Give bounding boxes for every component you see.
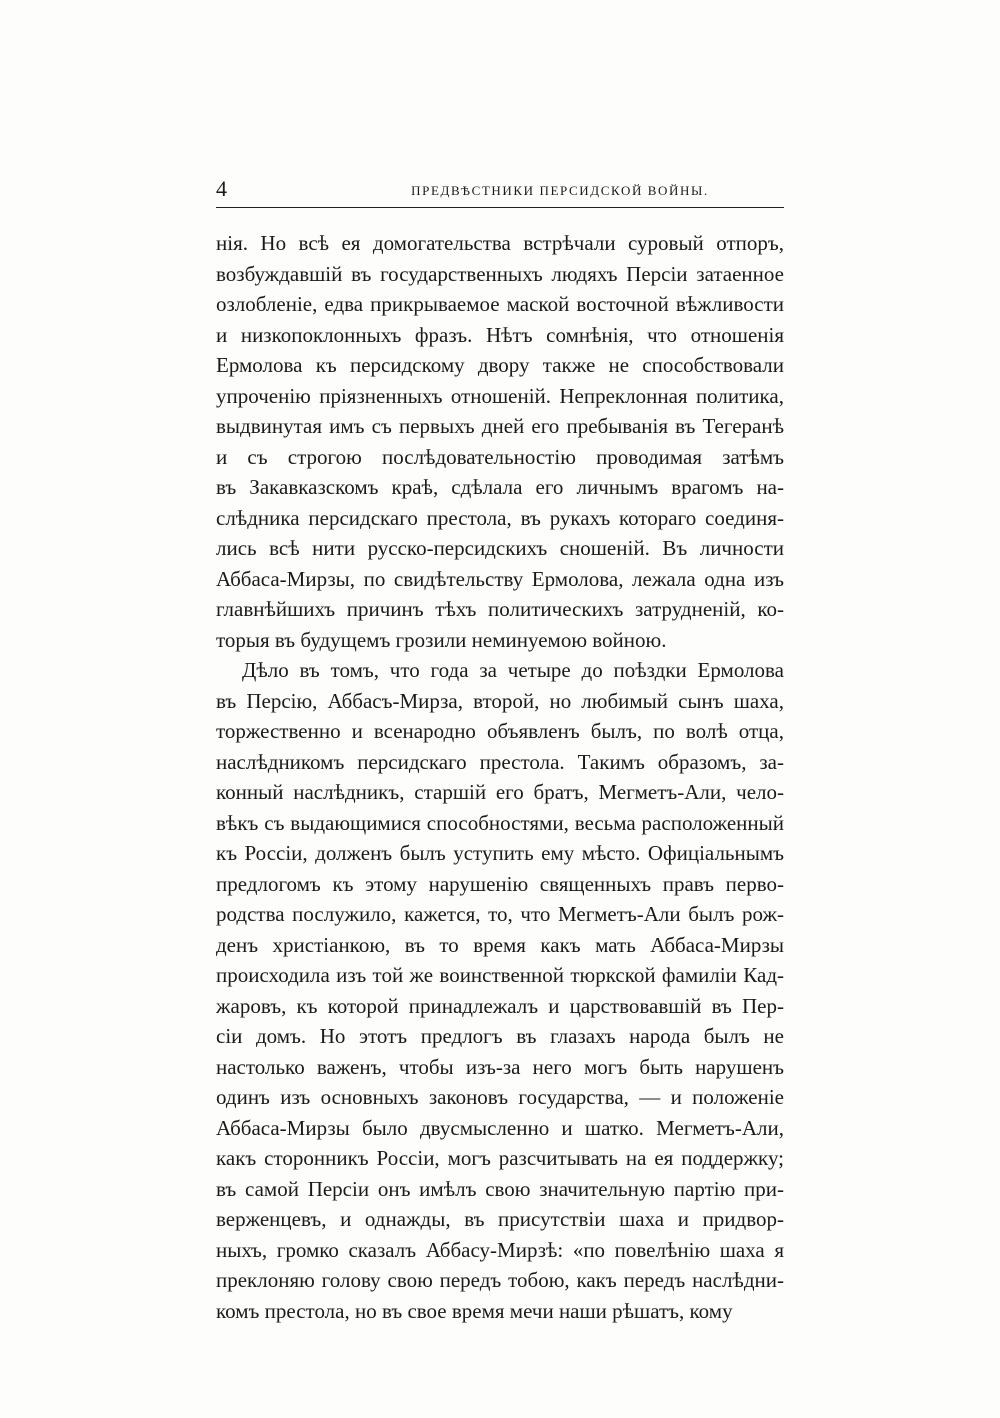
page-number: 4 [216,176,227,201]
text-line: Ермолова къ персидскому двору также не способствовали [216,353,784,377]
text-line: и низкопоклонныхъ фразъ. Нѣтъ сомнѣнія, что отношенія [216,322,784,347]
text-line: одинъ изъ основныхъ законовъ государства, — и положеніе [216,1085,784,1109]
page-header [216,176,784,206]
text-line: наслѣдникомъ персидскаго престола. Такимъ образомъ, за- [216,749,784,774]
text-line: и съ строгою послѣдовательностію проводимая затѣмъ [216,444,784,469]
text-line: торжественно и всенародно объявленъ былъ, по волѣ отца, [216,719,784,743]
text-line: главнѣйшихъ причинъ тѣхъ политическихъ затрудненій, ко- [216,597,784,621]
text-line: происходила изъ той же воинственной тюркской фамиліи Кад- [216,963,784,987]
paragraph [216,228,784,655]
body-text [216,228,784,1326]
text-line: озлобленіе, едва прикрываемое маской восточной вѣжливости [216,292,784,316]
text-line: нія. Но всѣ ея домогательства встрѣчали суровый отпоръ, [216,231,784,255]
text-line: конный наслѣдникъ, старшій его братъ, Мегметъ-Али, чело- [216,780,784,804]
text-line: сіи домъ. Но этотъ предлогъ въ глазахъ народа былъ не [216,1024,784,1048]
text-line: къ Россіи, долженъ былъ уступить ему мѣсто. Офиціальнымъ [216,841,784,865]
text-line: въ Закавказскомъ краѣ, сдѣлала его личнымъ врагомъ на- [216,475,784,499]
text-line: жаровъ, къ которой принадлежалъ и царствовавшій въ Пер- [216,993,784,1018]
text-line: торыя въ будущемъ грозили неминуемою войною. [216,627,667,652]
header-rule [216,207,784,208]
text-line: возбуждавшій въ государственныхъ людяхъ Персіи затаенное [216,261,784,286]
text-line: предлогомъ къ этому нарушенію священныхъ правъ перво- [216,871,784,896]
text-line: ныхъ, громко сказалъ Аббасу-Мирзѣ: «по повелѣнію шаха я [216,1237,784,1262]
text-line: денъ христіанкою, въ то время какъ мать Аббаса-Мирзы [216,932,784,957]
text-line: родства послужило, кажется, то, что Мегметъ-Али былъ рож- [216,902,784,926]
paragraph [216,655,784,1326]
text-line: настолько важенъ, чтобы изъ-за него могъ быть нарушенъ [216,1054,784,1079]
text-line: выдвинутая имъ съ первыхъ дней его пребыванія въ Тегеранѣ [216,414,784,438]
running-title: ПРЕДВѢСТНИКИ ПЕРСИДСКОЙ ВОЙНЫ. [411,183,709,198]
text-line: какъ сторонникъ Россіи, могъ разсчитывать на ея поддержку; [216,1146,784,1170]
text-line: Аббаса-Мирзы было двусмысленно и шатко. Мегметъ-Али, [216,1115,784,1140]
text-line: верженцевъ, и однажды, въ присутствіи шаха и придвор- [216,1207,784,1231]
text-line: лись всѣ нити русско-персидскихъ сношеній. Въ личности [216,536,784,560]
text-line: Аббаса-Мирзы, по свидѣтельству Ермолова, лежала одна изъ [216,566,784,591]
text-line: вѣкъ съ выдающимися способностями, весьма расположенный [216,810,784,835]
text-line: преклоняю голову свою передъ тобою, какъ передъ наслѣдни- [216,1268,784,1292]
text-line: упроченію пріязненныхъ отношеній. Непреклонная политика, [216,383,784,408]
text-line: комъ престола, но въ свое время мечи наши рѣшатъ, кому [216,1298,733,1323]
text-line: Дѣло въ томъ, что года за четыре до поѣздки Ермолова [242,658,784,682]
text-line: въ Персію, Аббасъ-Мирза, второй, но любимый сынъ шаха, [216,688,784,713]
text-line: слѣдника персидскаго престола, въ рукахъ котораго соединя- [216,505,784,530]
text-line: въ самой Персіи онъ имѣлъ свою значительную партію при- [216,1176,784,1201]
